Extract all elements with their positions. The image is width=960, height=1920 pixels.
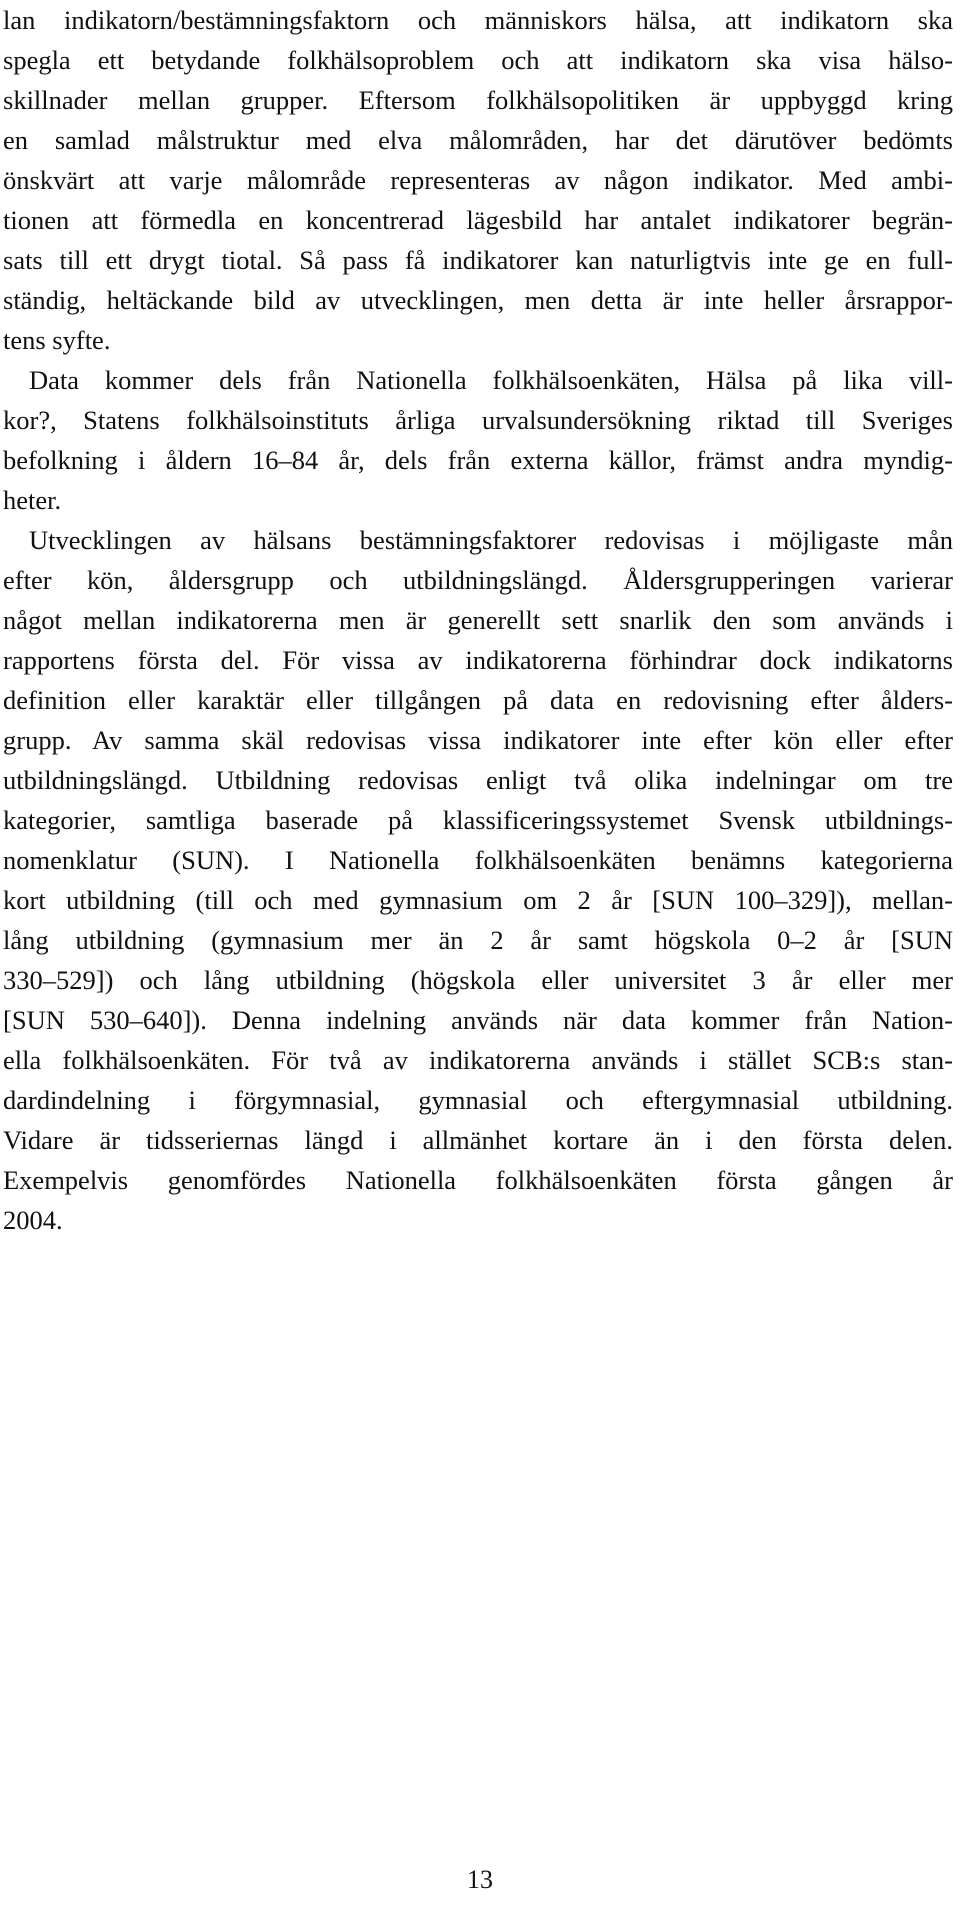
text-line: 330–529]) och lång utbildning (högskola eller universitet 3 år eller mer — [3, 965, 953, 995]
text-line: kort utbildning (till och med gymnasium om 2 år [SUN 100–329]), mellan- — [3, 885, 953, 915]
text-line: sats till ett drygt tiotal. Så pass få indikatorer kan naturligtvis inte ge en full- — [3, 245, 953, 275]
text-line: 2004. — [3, 1205, 63, 1235]
text-line: tionen att förmedla en koncentrerad lägesbild har antalet indikatorer begrän- — [3, 205, 953, 235]
page-number: 13 — [467, 1865, 493, 1894]
text-line: spegla ett betydande folkhälsoproblem och att indikatorn ska visa hälso- — [3, 45, 953, 75]
text-line: lan indikatorn/bestämningsfaktorn och människors hälsa, att indikatorn ska — [3, 5, 953, 35]
text-line: något mellan indikatorerna men är generellt sett snarlik den som används i — [3, 605, 953, 635]
text-line: skillnader mellan grupper. Eftersom folkhälsopolitiken är uppbyggd kring — [3, 85, 953, 115]
text-line: Exempelvis genomfördes Nationella folkhälsoenkäten första gången år — [3, 1165, 953, 1195]
text-line: utbildningslängd. Utbildning redovisas enligt två olika indelningar om tre — [3, 765, 953, 795]
text-line: definition eller karaktär eller tillgången på data en redovisning efter ålders- — [3, 685, 953, 715]
text-line: Data kommer dels från Nationella folkhälsoenkäten, Hälsa på lika vill- — [29, 365, 953, 395]
text-line: ella folkhälsoenkäten. För två av indikatorerna används i stället SCB:s stan- — [3, 1045, 953, 1075]
text-line: en samlad målstruktur med elva målområden, har det därutöver bedömts — [3, 125, 953, 155]
text-line: Vidare är tidsseriernas längd i allmänhet kortare än i den första delen. — [3, 1125, 953, 1155]
text-line: kategorier, samtliga baserade på klassificeringssystemet Svensk utbildnings- — [3, 805, 953, 835]
text-line: [SUN 530–640]). Denna indelning används när data kommer från Nation- — [3, 1005, 953, 1035]
text-line: önskvärt att varje målområde representeras av någon indikator. Med ambi- — [3, 165, 953, 195]
text-line: kor?, Statens folkhälsoinstituts årliga urvalsundersökning riktad till Sveriges — [3, 405, 953, 435]
text-line: Utvecklingen av hälsans bestämningsfaktorer redovisas i möjligaste mån — [29, 525, 953, 555]
text-line: befolkning i åldern 16–84 år, dels från externa källor, främst andra myndig- — [3, 445, 953, 475]
text-line: dardindelning i förgymnasial, gymnasial och eftergymnasial utbildning. — [3, 1085, 953, 1115]
text-line: heter. — [3, 485, 62, 515]
text-line: grupp. Av samma skäl redovisas vissa indikatorer inte efter kön eller efter — [3, 725, 953, 755]
text-line: ständig, heltäckande bild av utvecklingen, men detta är inte heller årsrappor- — [3, 285, 953, 315]
text-line: tens syfte. — [3, 325, 111, 355]
text-line: efter kön, åldersgrupp och utbildningslängd. Åldersgrupperingen varierar — [3, 565, 953, 595]
text-line: rapportens första del. För vissa av indikatorerna förhindrar dock indikatorns — [3, 645, 953, 675]
text-line: nomenklatur (SUN). I Nationella folkhälsoenkäten benämns kategorierna — [3, 845, 953, 875]
text-line: lång utbildning (gymnasium mer än 2 år samt högskola 0–2 år [SUN — [3, 925, 953, 955]
